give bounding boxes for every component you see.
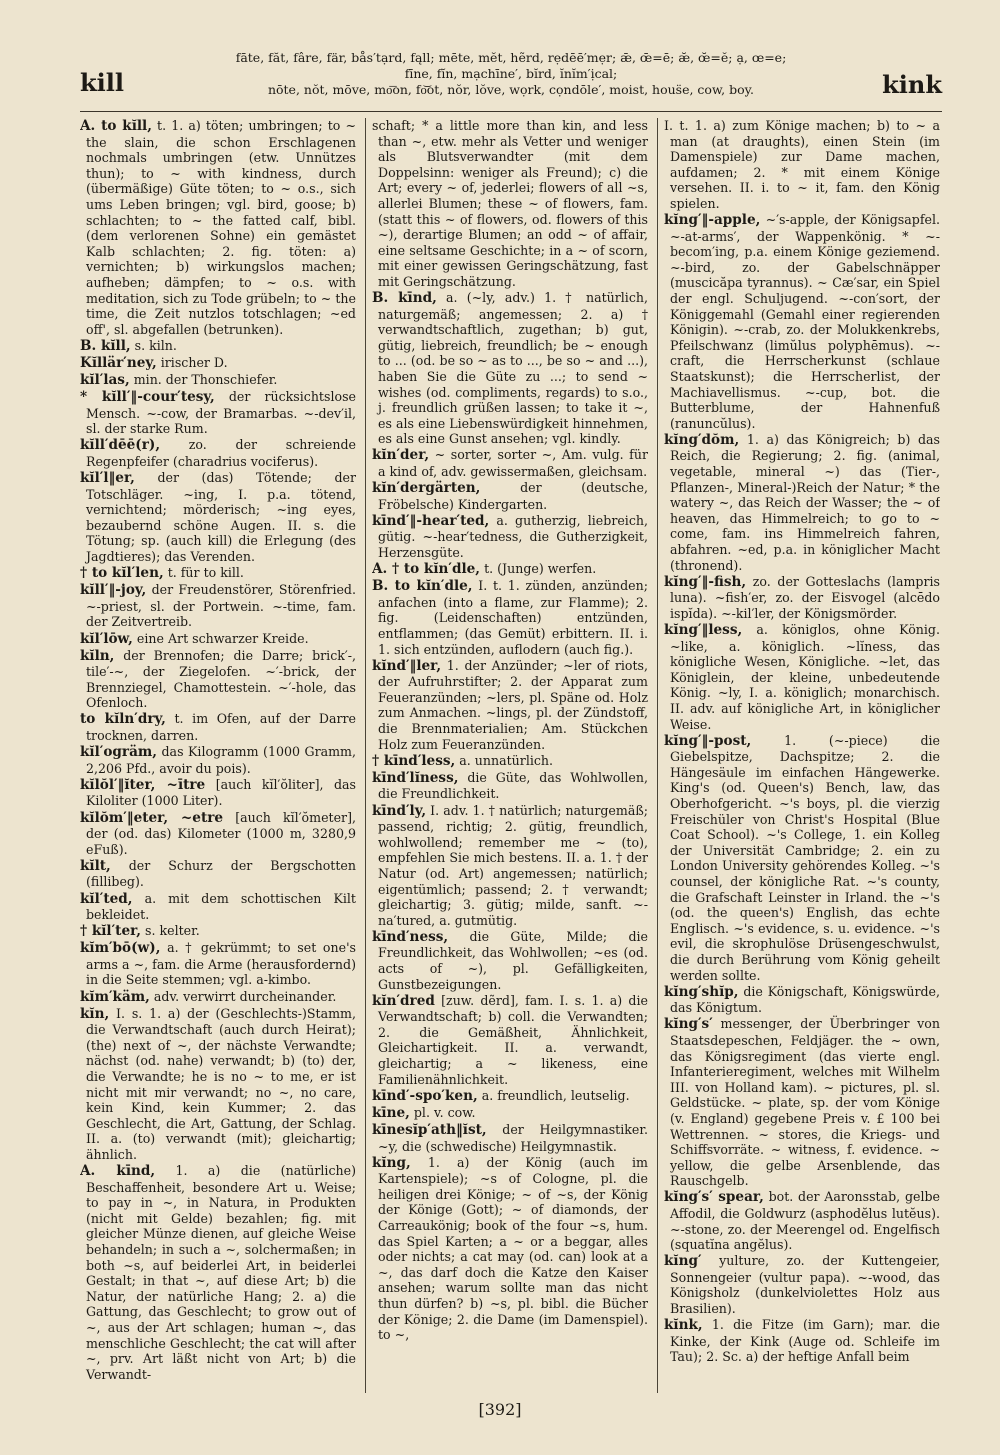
- entry-definition: I. t. 1. a) zum Könige machen; b) to ~ a man (at draughts), einen Stein (im Damenspiele) zur Dame machen, aufdamen; 2. * mit einem Könige versehen. II. i. to ~ it, fam. den König spielen.: [664, 118, 940, 211]
- entry-definition: ~ sorter, sorter ~, Am. vulg. für a kind of, adv. gewissermaßen, gleichsam.: [378, 447, 648, 480]
- entry-definition: der Brennofen; die Darre; brick′-, tile′-~, der Ziegelofen. ~′-brick, der Brennziegel, Chamottestein. ~′-hole, das Ofenloch.: [86, 647, 356, 711]
- entry-headword: kĭn′dergärten,: [372, 480, 481, 497]
- entry-definition: der (deutsche, Fröbelsche) Kindergarten.: [378, 480, 648, 512]
- dictionary-entry: [80, 1163, 356, 1382]
- entry-definition: [auch kĭl′ŏmeter], der (od. das) Kilometer (1000 m, 3280,9 eFuß).: [86, 809, 356, 857]
- entry-definition: eine Art schwarzer Kreide.: [136, 630, 309, 646]
- entry-definition: die Güte, das Wohlwollen, die Freundlichkeit.: [378, 769, 648, 802]
- entry-definition: irischer D.: [160, 354, 228, 370]
- dictionary-entry: [372, 929, 648, 992]
- pronunciation-key-line: nōte, nŏt, mōve, mo͞on, fo͝ot, nŏr, lŏve, wọrk, cọndōle′, moist, hous̈e, cow, boy.: [267, 82, 755, 97]
- entry-definition: adv. verwirrt durcheinander.: [153, 988, 337, 1004]
- entry-headword: Kĭllär′ney,: [80, 354, 157, 371]
- entry-headword: kĭn′der,: [372, 447, 430, 464]
- dictionary-entry: [372, 658, 648, 753]
- entry-definition: a. unnatürlich.: [459, 752, 554, 768]
- dictionary-entry: [372, 753, 648, 770]
- entry-definition: [zuw. dẽrd], fam. I. s. 1. a) die Verwandtschaft; b) coll. die Verwandten; 2. die Gemäßheit, Ähnlichkeit, Gleichartigkeit. II. a. verwandt, gleichartig; a ~ likeness, eine Familienähnlichkeit.: [378, 992, 648, 1087]
- dictionary-entry: [80, 437, 356, 469]
- entry-headword: kĭm′käm,: [80, 988, 150, 1005]
- pronunciation-key-line: fīne, fĭn, mạchīne′, bĭrd, ĭnĭm′ịcal;: [404, 66, 618, 81]
- entry-definition: I. adv. 1. † natürlich; naturgemäß; passend, richtig; 2. gütig, freundlich, wohlwollend; remember me ~ (to), empfehlen Sie mich bestens. II. a. 1. † der Natur (od. Art) angemessen; natürlich; eigentümlich; passend; 2. † verwandt; gleichartig; 3. gütig; milde, sanft. ~-na′tured, a. gutmütig.: [378, 802, 648, 928]
- dictionary-entry: [664, 1317, 940, 1365]
- dictionary-entry: [372, 480, 648, 512]
- entry-headword: kīnd′-spo′ken,: [372, 1087, 478, 1104]
- entry-headword: † kīnd′less,: [372, 752, 456, 769]
- dictionary-entry: [80, 470, 356, 565]
- entry-headword: kĭl′las,: [80, 372, 130, 388]
- dictionary-entry: [372, 561, 648, 578]
- dictionary-entry: [372, 1105, 648, 1122]
- entry-definition: zo. der schreiende Regenpfeifer (charadrius vociferus).: [86, 437, 356, 469]
- entry-headword: kīnd′‖-hear′ted,: [372, 512, 490, 529]
- dictionary-entry: [372, 118, 648, 290]
- entry-definition: messenger, der Überbringer von Staatsdepeschen, Feldjäger. the ~ own, das Königsregiment (das vierte engl. Infanterieregiment, welches mit Wilhelm III. von Holland kam). ~ pictures, pl. sl. Geldstücke. ~ plate, sp. der vom Könige (v. England) gegebene Preis v. £ 100 bei Wettrennen. ~ stores, die Kriegs- und Schiffsvorräte. ~ witness, f. evidence. ~ yellow, die gelbe Arsenblende, das Rauschgelb.: [670, 1016, 940, 1189]
- dictionary-entry: [80, 940, 356, 988]
- entry-headword: kĭng′s′ spear,: [664, 1189, 764, 1206]
- entry-definition: I. t. 1. zünden, anzünden; anfachen (into a flame, zur Flamme); 2. fig. (Leidenschaften) entzünden, entflammen; (das Gemüt) erbittern. II. i. 1. sich entzünden, auflodern (auch fig.).: [378, 578, 648, 657]
- left-guide-word: kill: [80, 68, 124, 97]
- entry-headword: kĭnd′‖ler,: [372, 657, 442, 674]
- entry-headword: B. to kĭn′dle,: [372, 578, 473, 595]
- dictionary-entry: [664, 432, 940, 573]
- entry-headword: kĭng′dŏm,: [664, 431, 740, 448]
- dictionary-entry: [664, 574, 940, 622]
- entry-headword: kīnd′ly,: [372, 802, 427, 819]
- entry-headword: kĭnk,: [664, 1317, 703, 1334]
- column-2: [372, 118, 648, 1393]
- entry-headword: † to kĭl′len,: [80, 565, 164, 582]
- dictionary-entry: [664, 1253, 940, 1316]
- dictionary-entry: [80, 389, 356, 437]
- dictionary-entry: [80, 1006, 356, 1163]
- dictionary-entry: [372, 578, 648, 657]
- entry-headword: kĭng′s′: [664, 1016, 713, 1033]
- entry-headword: kĭn′dred: [372, 992, 435, 1009]
- entry-definition: der rücksichtslose Mensch. ~-cow, der Bramarbas. ~-dev′il, sl. der starke Rum.: [86, 389, 356, 437]
- entry-headword: kĭlŏl′‖ĭter, ~ītre: [80, 776, 206, 793]
- dictionary-entry: [664, 118, 940, 212]
- entry-columns: [80, 118, 942, 1393]
- entry-headword: kĭll′‖-joy,: [80, 582, 147, 599]
- entry-definition: ~′s-apple, der Königsapfel. ~-at-arms′, der Wappenkönig. * ~-becom′ing, p.a. einem Könige geziemend. ~-bird, zo. der Gabelschnäpper (muscicăpa tyrannus). ~ Cæ′sar, ein Spiel der engl. Schuljugend. ~-con′sort, der Königgemahl (Gemahl einer regierenden Königin). ~-crab, zo. der Molukkenkrebs, Pfeilschwanz (limŭlus polyphēmus). ~-craft, die Herrscherkunst (schlaue Staatskunst); die Herrscherlist, der Machiavellismus. ~-cup, bot. die Butterblume, der Hahnenfuß (ranuncŭlus).: [670, 212, 940, 431]
- right-guide-word: kink: [882, 70, 942, 99]
- pronunciation-key-line: fāte, făt, fâre, fär, bås′tạrd, fąll; mēte, mĕt, hẽrd, rẹdēē′mẹr; ǣ, œ̄=ē; æ̆, œ̆=ĕ; ạ, œ=e;: [235, 50, 787, 65]
- dictionary-entry: [664, 733, 940, 984]
- entry-definition: s. kiln.: [134, 337, 177, 353]
- dictionary-entry: [80, 338, 356, 355]
- entry-headword: kīnesĭp′ath‖ĭst,: [372, 1121, 487, 1138]
- entry-definition: t. im Ofen, auf der Darre trocknen, darren.: [86, 711, 356, 744]
- dictionary-entry: [80, 631, 356, 648]
- dictionary-entry: [372, 1155, 648, 1343]
- entry-headword: kĭlt,: [80, 857, 111, 874]
- entry-headword: kĭl′ogräm,: [80, 744, 157, 761]
- column-3: [664, 118, 940, 1393]
- entry-definition: a. königlos, ohne König. ~like, a. königlich. ~lĭness, das königliche Wesen, Königliche. ~let, das Königlein, der kleine, unbedeutende König. ~ly, I. a. königlich; monarchisch. II. adv. auf königliche Art, in königlicher Weise.: [670, 622, 940, 732]
- entry-definition: die Güte, Milde; die Freundlichkeit, das Wohlwollen; ~es (od. acts of ~), pl. Gefälligkeiten, Gunstbezeigungen.: [378, 928, 648, 992]
- entry-definition: der (das) Tötende; der Totschläger. ~ing, I. p.a. tötend, vernichtend; mörderisch; ~ing eyes, bezaubernd schöne Augen. II. s. die Tötung; sp. (auch kill) die Erlegung (des Jagdtieres); das Verenden.: [86, 470, 356, 565]
- entry-definition: [auch kĭl′ŏliter], das Kiloliter (1000 Liter).: [86, 776, 356, 809]
- entry-headword: kĭng′‖-fish,: [664, 573, 747, 590]
- dictionary-entry: [664, 622, 940, 732]
- entry-headword: kĭl′l‖er,: [80, 470, 135, 487]
- entry-definition: pl. v. cow.: [413, 1104, 476, 1120]
- dictionary-entry: [80, 891, 356, 923]
- entry-definition: die Königschaft, Königswürde, das Königtum.: [670, 983, 940, 1016]
- dictionary-entry: [80, 372, 356, 389]
- entry-headword: B. kĭll,: [80, 337, 131, 354]
- dictionary-entry: [80, 777, 356, 809]
- entry-definition: das Kilogramm (1000 Gramm, 2,206 Pfd., avoir du pois).: [86, 744, 356, 776]
- entry-headword: kĭng′shĭp,: [664, 983, 739, 1000]
- entry-headword: kĭl′lōw,: [80, 630, 133, 647]
- dictionary-entry: [664, 1189, 940, 1252]
- dictionary-entry: [80, 355, 356, 372]
- entry-headword: A. † to kĭn′dle,: [372, 561, 481, 578]
- entry-headword: kĭll′dēē(r),: [80, 437, 161, 454]
- dictionary-entry: [80, 565, 356, 582]
- entry-definition: 1. a) das Königreich; b) das Reich, die Regierung; 2. fig. (animal, vegetable, mineral ~) das (Tier-, Pflanzen-, Mineral-)Reich der Natur; * the watery ~, das Reich der Wasser; the ~ of heaven, das Himmelreich; to go to ~ come, fam. ins Himmelreich fahren, abfahren. ~ed, p.a. in königlicher Macht (thronend).: [670, 431, 940, 573]
- dictionary-entry: [80, 711, 356, 743]
- entry-headword: * kĭll′‖-cour′tesy,: [80, 389, 215, 406]
- entry-definition: 1. a) der König (auch im Kartenspiele); ~s of Cologne, pl. die heiligen drei Könige; ~ of ~s, der König der Könige (Gott); ~ of diamonds, der Carreaukönig; book of the four ~s, hum. das Spiel Karten; a ~ or a beggar, alles oder nichts; a cat may (od. can) look at a ~, das darf doch die Katze den Kaiser ansehen; warum sollte man das nicht thun dürfen? b) ~s, pl. bibl. die Bücher der Könige; 2. die Dame (im Damenspiel). to ~,: [378, 1154, 648, 1343]
- dictionary-entry: [372, 770, 648, 802]
- dictionary-entry: [372, 993, 648, 1088]
- header-rule: [80, 111, 942, 112]
- dictionary-entry: [80, 582, 356, 630]
- dictionary-entry: [664, 212, 940, 431]
- entry-definition: yulture, zo. der Kuttengeier, Sonnengeier (vultur papa). ~-wood, das Königsholz (dunkelviolettes Holz aus Brasilien).: [670, 1253, 940, 1317]
- pronunciation-key: [200, 50, 822, 98]
- entry-headword: kĭlŏm′‖eter, ~etre: [80, 809, 224, 826]
- entry-definition: a. (~ly, adv.) 1. † natürlich, naturgemäß; angemessen; 2. a) † verwandtschaftlich, zugethan; b) gut, gütig, liebreich, freundlich; be ~ enough to ... (od. be so ~ as to ..., be so ~ and ...), haben Sie die Güte zu ...; to send ~ wishes (od. compliments, regards) to s.o., j. freundlich grüßen lassen; to take it ~, es als eine Liebenswürdigkeit hinnehmen, es als eine Gunst ansehen; vgl. kindly.: [378, 290, 648, 447]
- entry-definition: s. kelter.: [145, 923, 200, 939]
- entry-definition: der Schurz der Bergschotten (fillibeg).: [86, 857, 356, 890]
- dictionary-entry: [80, 118, 356, 337]
- entry-definition: a. mit dem schottischen Kilt bekleidet.: [86, 890, 356, 923]
- entry-headword: B. kīnd,: [372, 290, 437, 307]
- dictionary-entry: [80, 744, 356, 776]
- entry-headword: kĭng′‖-post,: [664, 732, 752, 749]
- entry-headword: kīnd′lĭness,: [372, 769, 459, 786]
- dictionary-entry: [80, 810, 356, 858]
- entry-definition: min. der Thonschiefer.: [133, 372, 278, 387]
- entry-headword: kĭng′: [664, 1253, 702, 1270]
- entry-definition: a. † gekrümmt; to set one's arms a ~, fam. die Arme (herausfordernd) in die Seite stemmen; vgl. a-kimbo.: [86, 940, 356, 988]
- dictionary-entry: [372, 447, 648, 479]
- entry-headword: kĭln,: [80, 647, 115, 664]
- column-divider: [365, 118, 366, 1393]
- dictionary-entry: [372, 290, 648, 447]
- entry-definition: 1. die Fitze (im Garn); mar. die Kinke, der Kink (Auge od. Schleife im Tau); 2. Sc. a) der heftige Anfall beim: [670, 1317, 940, 1365]
- entry-headword: † kĭl′ter,: [80, 923, 142, 940]
- dictionary-entry: [80, 648, 356, 711]
- entry-headword: kĭl′ted,: [80, 890, 133, 907]
- column-divider: [657, 118, 658, 1393]
- entry-headword: kĭng′‖-apple,: [664, 212, 761, 229]
- page-number: [392]: [478, 1400, 522, 1419]
- entry-definition: t. 1. a) töten; umbringen; to ~ the slain, die schon Erschlagenen nochmals umbringen (etw. Unnützes thun); to ~ with kindness, durch (übermäßige) Güte töten; to ~ o.s., sich ums Leben bringen; vgl. bird, goose; b) schlachten; to ~ the fatted calf, bibl. (dem verlorenen Sohne) ein gemästet Kalb schlachten; 2. fig. töten: a) vernichten; b) wirkungslos machen; aufheben; dämpfen; to ~ o.s. with meditation, sich zu Tode grübeln; to ~ the time, die Zeit nutzlos totschlagen; ~ed off', sl. abgefallen (betrunken).: [86, 118, 356, 337]
- column-1: [80, 118, 356, 1393]
- entry-headword: kĭm′bō(w),: [80, 940, 161, 957]
- page-header: [80, 50, 942, 108]
- dictionary-entry: [372, 513, 648, 561]
- entry-headword: to kĭln′dry,: [80, 711, 166, 728]
- entry-definition: 1. der Anzünder; ~ler of riots, der Aufruhrstifter; 2. der Apparat zum Feueranzünden; ~lers, pl. Späne od. Holz zum Anmachen. ~lings, pl. der Zündstoff, die Brennmaterialien; Am. Stückchen Holz zum Feueranzünden.: [378, 657, 648, 752]
- entry-definition: a. gutherzig, liebreich, gütig. ~-hear′tedness, die Gutherzigkeit, Herzensgüte.: [378, 512, 648, 561]
- entry-definition: schaft; * a little more than kin, and less than ~, etw. mehr als Vetter und weniger als Blutsverwandter (mit dem Doppelsinn: weniger als Freund); c) die Art; every ~ of, jederlei; flowers of all ~s, allerlei Blumen; these ~ of flowers, fam. (statt this ~ of flowers, od. flowers of this ~), derartige Blumen; an odd ~ of affair, eine seltsame Geschichte; in a ~ of scorn, mit einer gewissen Geringschätzung, fast mit Geringschätzung.: [372, 118, 648, 289]
- entry-definition: I. s. 1. a) der (Geschlechts-)Stamm, die Verwandtschaft (auch durch Heirat); (the) next of ~, der nächste Verwandte; nächst (od. nahe) verwandt; b) (to) der, die Verwandte; he is no ~ to me, er ist nicht mit mir verwandt; no ~, no care, kein Kind, kein Kummer; 2. das Geschlecht, die Art, Gattung, der Schlag. II. a. (to) verwandt (mit); gleichartig; ähnlich.: [86, 1005, 356, 1162]
- dictionary-entry: [372, 803, 648, 929]
- entry-headword: A. to kĭll,: [80, 118, 152, 134]
- entry-definition: t. (Junge) werfen.: [484, 561, 597, 577]
- dictionary-entry: [372, 1088, 648, 1105]
- dictionary-entry: [80, 858, 356, 890]
- entry-definition: der Freudenstörer, Störenfried. ~-priest, sl. der Portwein. ~-time, fam. der Zeitvertreib.: [86, 582, 356, 630]
- entry-headword: kīne,: [372, 1104, 410, 1121]
- entry-headword: kĭng′‖less,: [664, 622, 743, 638]
- entry-definition: zo. der Gotteslachs (lampris luna). ~fish′er, zo. der Eisvogel (alcēdo ispĭda). ~-kil′ler, der Königsmörder.: [670, 573, 940, 621]
- entry-headword: A. kīnd,: [80, 1163, 156, 1180]
- entry-headword: kĭng,: [372, 1154, 411, 1171]
- entry-definition: 1. a) die (natürliche) Beschaffenheit, besondere Art u. Weise; to pay in ~, in Natura, in Produkten (nicht mit Gelde) bezahlen; fig. mit gleicher Münze dienen, auf gleiche Weise behandeln; in such a ~, solchermaßen; in both ~s, auf beiderlei Art, in beiderlei Gestalt; in that ~, auf diese Art; b) die Natur, der natürliche Hang; 2. a) die Gattung, das Geschlecht; to grow out of ~, aus der Art schlagen; human ~, das menschliche Geschlecht; the cat will after ~, prv. Art läßt nicht von Art; b) die Verwandt-: [86, 1163, 356, 1382]
- entry-definition: t. für to kill.: [167, 565, 244, 581]
- entry-definition: bot. der Aaronsstab, gelbe Affodil, die Goldwurz (asphodĕlus lutĕus). ~-stone, zo. der Meerengel od. Engelfisch (squatĭna angĕlus).: [670, 1189, 940, 1253]
- dictionary-entry: [80, 989, 356, 1006]
- entry-headword: kīnd′ness,: [372, 928, 449, 945]
- dictionary-entry: [664, 1016, 940, 1189]
- entry-definition: 1. (~-piece) die Giebelspitze, Dachspitze; 2. die Hängesäule im einfachen Hängewerke. King's (od. Queen's) Bench, law, das Oberhofgericht. ~'s boys, pl. die vierzig Freischüler von Christ's Hospital (Blue Coat School). ~'s College, 1. ein Kolleg der Universität Cambridge; 2. ein zu London University gehörendes Kolleg. ~'s counsel, der königliche Rat. ~'s county, die Grafschaft Leinster in Irland. the ~'s (od. the queen's) English, das echte Englisch. ~'s evidence, s. u. evidence. ~'s evil, die skrophulöse Drüsengeschwulst, die durch Berührung vom König geheilt werden sollte.: [670, 732, 940, 983]
- entry-definition: a. freundlich, leutselig.: [481, 1087, 630, 1103]
- dictionary-entry: [664, 984, 940, 1016]
- entry-definition: der Heilgymnastiker. ~y, die (schwedische) Heilgymnastik.: [378, 1121, 648, 1154]
- dictionary-entry: [80, 923, 356, 940]
- dictionary-entry: [372, 1122, 648, 1154]
- entry-headword: kĭn,: [80, 1005, 110, 1022]
